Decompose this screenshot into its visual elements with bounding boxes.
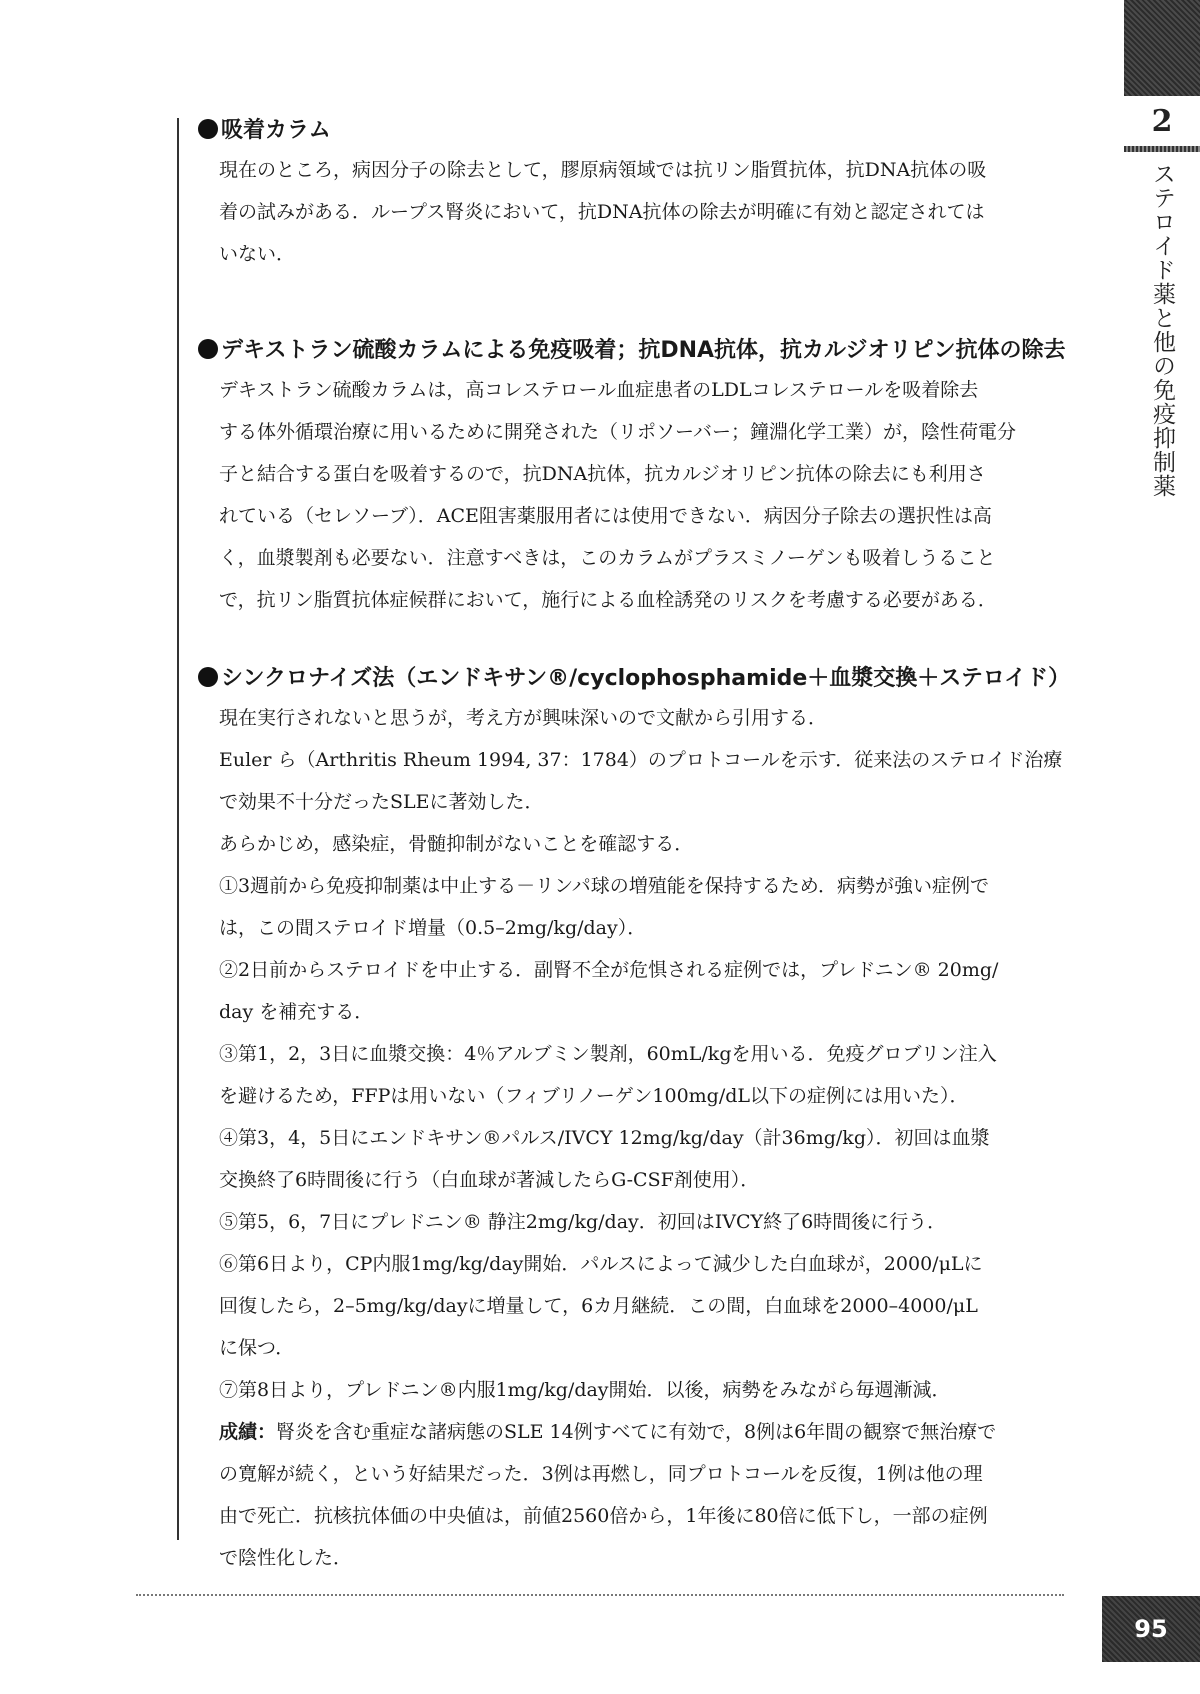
section-body	[196, 697, 1076, 1579]
section-synchronized-therapy	[196, 661, 1076, 1579]
text-line: く，血漿製剤も必要ない．注意すべきは，このカラムがプラスミノーゲンも吸着しうること	[219, 547, 996, 569]
result-line: の寛解が続く，という好結果だった．3例は再燃し，同プロトコールを反復，1例は他の理	[219, 1463, 983, 1485]
protocol-step-line: ③第1，2，3日に血漿交換：4％アルブミン製剤，60mL/kgを用いる．免疫グロブリン注入	[219, 1043, 997, 1065]
result-label: 成績：	[219, 1421, 277, 1443]
text-line: する体外循環治療に用いるために開発された（リポソーバー；鐘淵化学工業）が，陰性荷電分	[219, 421, 1017, 443]
section-heading	[198, 661, 1076, 697]
result-line: 由で死亡．抗核抗体価の中央値は，前値2560倍から，1年後に80倍に低下し，一部の症例	[219, 1505, 988, 1527]
chapter-tab-rule	[1124, 146, 1200, 152]
page-content	[196, 113, 1076, 1579]
result-line	[219, 1411, 1076, 1453]
protocol-step-line: 交換終了6時間後に行う（白血球が著減したらG-CSF剤使用）．	[219, 1169, 760, 1191]
footer-dotted-rule	[136, 1594, 1064, 1596]
page-number: 95	[1102, 1596, 1200, 1662]
protocol-step-line: ①3週前から免疫抑制薬は中止する－リンパ球の増殖能を保持するため．病勢が強い症例で	[219, 875, 990, 897]
chapter-tab-pattern	[1124, 0, 1200, 96]
result-text: 腎炎を含む重症な諸病態のSLE 14例すべてに有効で，8例は6年間の観察で無治療で	[276, 1421, 997, 1443]
section-heading-text: 吸着カラム	[221, 118, 331, 143]
bullet-icon	[198, 119, 218, 139]
protocol-step-line: ②2日前からステロイドを中止する．副腎不全が危惧される症例では，プレドニン® 20mg/	[219, 959, 999, 981]
protocol-step-line: に保つ．	[219, 1337, 295, 1359]
section-heading-text: シンクロナイズ法（エンドキサン®/cyclophosphamide＋血漿交換＋ステロイド）	[221, 666, 1071, 691]
protocol-step-line: は，この間ステロイド増量（0.5–2mg/kg/day）．	[219, 917, 647, 939]
result-line: で陰性化した．	[219, 1547, 353, 1569]
protocol-step-line: ④第3，4，5日にエンドキサン®パルス/IVCY 12mg/kg/day（計36mg/kg）．初回は血漿	[219, 1127, 990, 1149]
protocol-step-line: 回復したら，2–5mg/kg/dayに増量して，6カ月継続．この間，白血球を2000–4000/μL	[219, 1295, 978, 1317]
text-line: 現在実行されないと思うが，考え方が興味深いので文献から引用する．	[219, 707, 828, 729]
text-line: 着の試みがある．ループス腎炎において，抗DNA抗体の除去が明確に有効と認定されては	[219, 201, 985, 223]
section-body	[196, 149, 1076, 275]
chapter-number: 2	[1151, 104, 1173, 139]
protocol-step-line: を避けるため，FFPは用いない（フィブリノーゲン100mg/dL以下の症例には用いた）．	[219, 1085, 969, 1107]
bullet-icon	[198, 339, 218, 359]
protocol-step-line: day を補充する．	[219, 1001, 374, 1023]
text-line: あらかじめ，感染症，骨髄抑制がないことを確認する．	[219, 833, 694, 855]
text-line: れている（セレソーブ）．ACE阻害薬服用者には使用できない．病因分子除去の選択性は高	[219, 505, 992, 527]
text-line: 子と結合する蛋白を吸着するので，抗DNA抗体，抗カルジオリピン抗体の除去にも利用さ	[219, 463, 986, 485]
protocol-step-line: ⑥第6日より，CP内服1mg/kg/day開始．パルスによって減少した白血球が，2000/μLに	[219, 1253, 983, 1275]
section-adsorption-column	[196, 113, 1076, 275]
section-heading	[198, 333, 1076, 369]
text-line: いない．	[219, 243, 296, 265]
text-line: Euler ら（Arthritis Rheum 1994, 37：1784）のプロトコールを示す．従来法のステロイド治療	[219, 749, 1063, 771]
section-body	[196, 369, 1076, 621]
section-dextran-sulfate-column	[196, 333, 1076, 621]
protocol-step-line: ⑤第5，6，7日にプレドニン® 静注2mg/kg/day．初回はIVCY終了6時間後に行う．	[219, 1211, 947, 1233]
text-line: デキストラン硫酸カラムは，高コレステロール血症患者のLDLコレステロールを吸着除去	[219, 379, 979, 401]
text-line: で，抗リン脂質抗体症候群において，施行による血栓誘発のリスクを考慮する必要がある．	[219, 589, 997, 611]
section-heading-text: デキストラン硫酸カラムによる免疫吸着；抗DNA抗体，抗カルジオリピン抗体の除去	[221, 338, 1066, 363]
protocol-step-line: ⑦第8日より，プレドニン®内服1mg/kg/day開始．以後，病勢をみながら毎週漸減．	[219, 1379, 951, 1401]
section-heading	[198, 113, 1076, 149]
text-line: 現在のところ，病因分子の除去として，膠原病領域では抗リン脂質抗体，抗DNA抗体の吸	[219, 159, 987, 181]
chapter-title: ステロイド薬と他の免疫抑制薬	[1149, 162, 1175, 498]
bullet-icon	[198, 667, 218, 687]
left-margin-rule	[177, 118, 179, 1540]
text-line: で効果不十分だったSLEに著効した．	[219, 791, 544, 813]
